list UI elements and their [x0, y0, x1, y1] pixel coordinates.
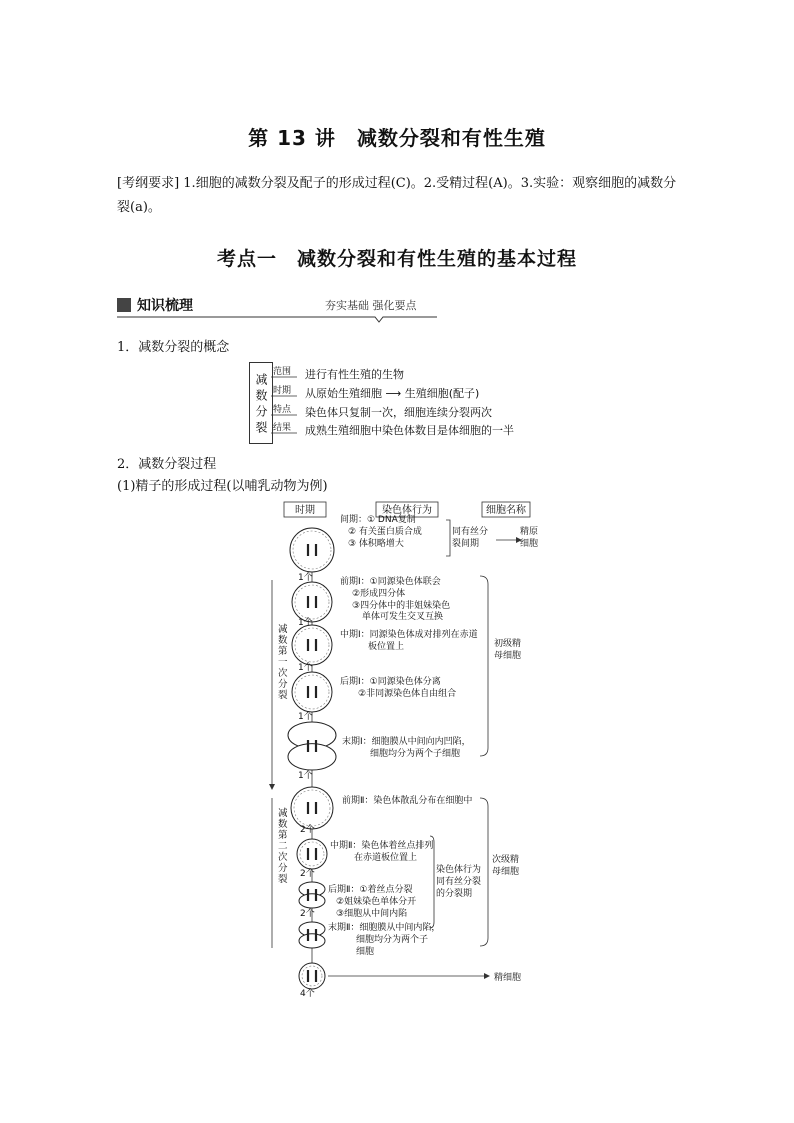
division-2-char: 分: [278, 863, 288, 874]
stage-text: 细胞均分为两个子细胞: [370, 749, 461, 759]
division-1-char: 一: [278, 657, 288, 668]
concept-key: 结果: [273, 423, 292, 433]
cell-name: 精细胞: [494, 973, 522, 983]
concept-text: 成熟生殖细胞中染色体数目是体细胞的一半: [305, 424, 514, 437]
item-1: 1．减数分裂的概念: [117, 340, 230, 355]
stage-text: 后期Ⅱ：①着丝点分裂: [328, 885, 413, 895]
stage-text: 前期Ⅰ：①同源染色体联会: [340, 577, 441, 587]
cell-count: 2个: [300, 869, 315, 879]
secondary-bracket: [480, 798, 488, 946]
spermatogenesis-diagram: [268, 498, 538, 1003]
concept-side-label: 减数分裂: [254, 373, 268, 437]
stage-text: 在赤道板位置上: [354, 853, 418, 863]
mitosis-note: 的分裂期: [436, 889, 473, 899]
division-1-char: 第: [278, 646, 288, 657]
interphase-note: 同有丝分: [452, 527, 489, 537]
cell-name: 精原: [520, 527, 538, 537]
cell-count: 2个: [300, 825, 315, 835]
division-2-char: 减: [278, 808, 288, 819]
interphase-note: 裂间期: [452, 539, 480, 549]
cell: [292, 672, 332, 712]
section-subtitle: 夯实基础 强化要点: [325, 299, 417, 312]
division-2-label: [278, 807, 288, 885]
cell-count: 1个: [298, 771, 313, 781]
cell-name: 初级精: [494, 639, 522, 649]
division-1-label: [278, 623, 288, 701]
stage-text: 末期Ⅰ：细胞膜从中间向内凹陷，: [342, 737, 471, 747]
cell: [299, 894, 325, 908]
mitosis-note: 染色体行为: [436, 865, 482, 875]
division-2-char: 次: [278, 852, 288, 863]
division-2-char: 二: [278, 841, 288, 852]
concept-key: 特点: [273, 405, 292, 415]
arrow-head: [269, 784, 275, 790]
exam-requirements: [117, 172, 687, 220]
stage-text: ③细胞从中间内陷: [336, 909, 408, 919]
stage-text: 细胞: [356, 947, 375, 957]
cell: [297, 839, 327, 869]
requirement-tag: [考纲要求]: [117, 176, 180, 191]
header-label: 细胞名称: [486, 505, 526, 516]
arrow-head: [484, 973, 490, 979]
stage-text: 后期Ⅰ：①同源染色体分离: [340, 677, 441, 687]
cell-count: 1个: [298, 618, 313, 628]
stage-text: ②姐妹染色单体分开: [336, 897, 417, 907]
item-2: 2．减数分裂过程: [117, 457, 217, 472]
stage-text: 细胞均分为两个子: [356, 935, 429, 945]
stage-text: ③四分体中的非姐妹染色: [352, 601, 451, 611]
cell: [290, 528, 334, 572]
stage-text: 中期Ⅱ：染色体着丝点排列: [330, 841, 434, 851]
cell-count: 1个: [298, 573, 313, 583]
stage-text: 间期：① DNA复制: [340, 515, 416, 525]
stage-text: 末期Ⅱ：细胞膜从中间内陷，: [328, 923, 441, 933]
cell: [299, 963, 325, 989]
stage-text: 板位置上: [368, 642, 405, 652]
concept-diagram: [271, 362, 521, 442]
primary-bracket: [480, 576, 488, 756]
stage-text: ③ 体积略增大: [348, 539, 404, 549]
header-label: 时期: [295, 505, 315, 516]
cell: [299, 934, 325, 948]
division-2-char: 第: [278, 830, 288, 841]
stage-text: ②形成四分体: [352, 589, 406, 599]
cell-name: 次级精: [492, 855, 520, 865]
interphase-bracket: [446, 520, 450, 556]
cell-name: 细胞: [520, 539, 538, 549]
section-heading: 考点一 减数分裂和有性生殖的基本过程: [216, 248, 577, 270]
division-1-char: 分: [278, 679, 288, 690]
division-1-char: 数: [278, 635, 288, 646]
section-underline: [117, 316, 437, 324]
cell: [292, 625, 332, 665]
item-2-sub: (1)精子的形成过程(以哺乳动物为例): [117, 479, 328, 494]
division-2-char: 裂: [278, 874, 288, 885]
division-2-char: 数: [278, 819, 288, 830]
stage-text: ② 有关蛋白质合成: [348, 527, 422, 537]
cell-name: 母细胞: [494, 651, 522, 661]
cell: [291, 787, 333, 829]
cell-count: 1个: [298, 663, 313, 673]
division-1-char: 裂: [278, 690, 288, 701]
concept-box: [249, 362, 273, 444]
division-1-char: 次: [278, 668, 288, 679]
concept-text: 染色体只复制一次，细胞连续分裂两次: [305, 406, 492, 419]
concept-key: 范围: [273, 367, 292, 377]
division-1-char: 减: [278, 624, 288, 635]
cell-count: 2个: [300, 909, 315, 919]
cell-count: 1个: [298, 712, 313, 722]
cell: [292, 582, 332, 622]
header-label: 染色体行为: [382, 505, 432, 516]
stage-text: 前期Ⅱ：染色体散乱分布在细胞中: [342, 796, 473, 806]
section-banner: [117, 294, 437, 318]
concept-text: 进行有性生殖的生物: [305, 368, 404, 381]
page-title: 第 13 讲 减数分裂和有性生殖: [248, 126, 546, 150]
stage-text: 中期Ⅰ：同源染色体成对排列在赤道: [340, 630, 478, 640]
stage-text: 单体可发生交叉互换: [362, 612, 444, 622]
cell-name: 母细胞: [492, 867, 520, 877]
section-name: 知识梳理: [137, 298, 193, 314]
cell: [288, 744, 336, 770]
concept-key: 时期: [273, 386, 292, 396]
requirement-text: 1.细胞的减数分裂及配子的形成过程(C)。2.受精过程(A)。3.实验：观察细胞的减数分裂(a)。: [117, 176, 677, 215]
square-icon: [117, 298, 131, 312]
concept-text: 从原始生殖细胞 ⟶ 生殖细胞(配子): [305, 387, 480, 400]
mitosis-note: 同有丝分裂: [436, 877, 482, 887]
cell-count: 4个: [300, 989, 315, 999]
stage-text: ②非同源染色体自由组合: [358, 689, 457, 699]
